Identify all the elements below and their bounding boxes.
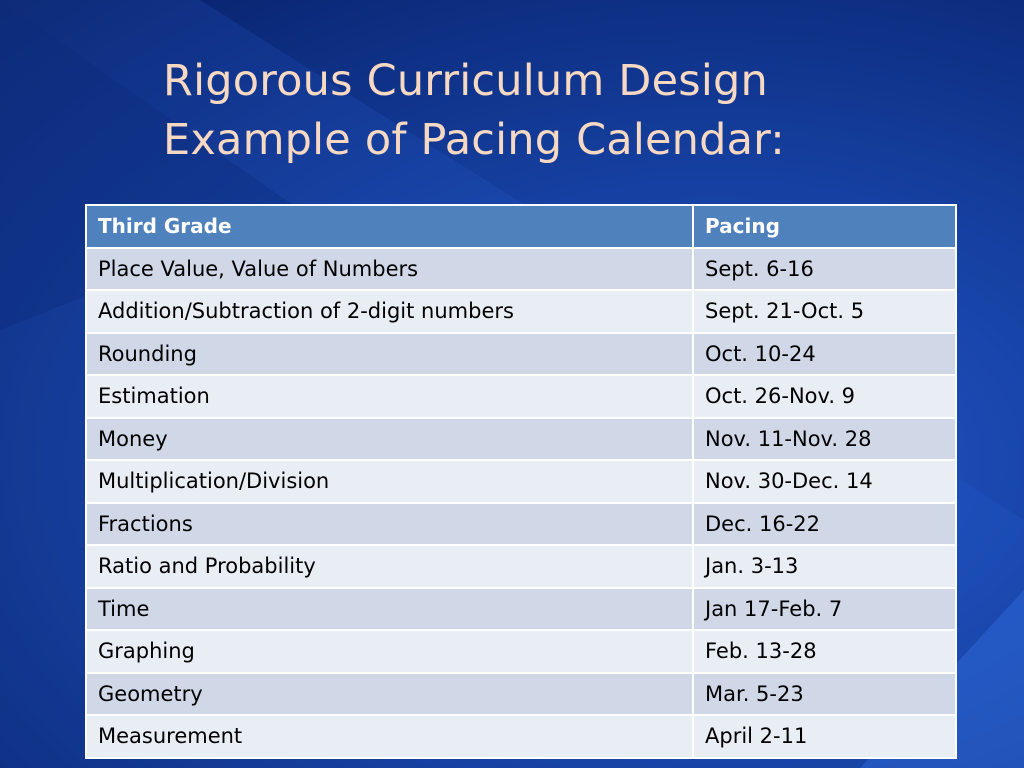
row-pacing: Jan. 3-13 (693, 545, 956, 588)
table-row (86, 630, 956, 673)
row-pacing: Oct. 26-Nov. 9 (693, 375, 956, 418)
row-topic: Rounding (86, 333, 693, 376)
row-topic: Ratio and Probability (86, 545, 693, 588)
row-topic: Place Value, Value of Numbers (86, 248, 693, 291)
row-topic: Money (86, 418, 693, 461)
table-row (86, 375, 956, 418)
table-row (86, 333, 956, 376)
slide-title (163, 52, 1003, 170)
row-pacing: Sept. 21-Oct. 5 (693, 290, 956, 333)
row-topic: Multiplication/Division (86, 460, 693, 503)
table-row (86, 290, 956, 333)
pacing-calendar-table (85, 204, 957, 759)
row-pacing: Feb. 13-28 (693, 630, 956, 673)
header-third-grade: Third Grade (86, 205, 693, 248)
row-pacing: Jan 17-Feb. 7 (693, 588, 956, 631)
title-line-1: Rigorous Curriculum Design (163, 56, 768, 106)
table-row (86, 715, 956, 758)
table-row (86, 248, 956, 291)
row-pacing: Dec. 16-22 (693, 503, 956, 546)
row-topic: Graphing (86, 630, 693, 673)
row-topic: Measurement (86, 715, 693, 758)
title-line-2: Example of Pacing Calendar: (163, 115, 785, 165)
table-row (86, 545, 956, 588)
table-row (86, 418, 956, 461)
table-row (86, 588, 956, 631)
row-topic: Estimation (86, 375, 693, 418)
row-topic: Geometry (86, 673, 693, 716)
table-row (86, 460, 956, 503)
row-pacing: Mar. 5-23 (693, 673, 956, 716)
row-topic: Time (86, 588, 693, 631)
header-pacing: Pacing (693, 205, 956, 248)
row-pacing: Nov. 30-Dec. 14 (693, 460, 956, 503)
table-row (86, 673, 956, 716)
table-header-row (86, 205, 956, 248)
row-pacing: Sept. 6-16 (693, 248, 956, 291)
row-pacing: Nov. 11-Nov. 28 (693, 418, 956, 461)
row-topic: Addition/Subtraction of 2-digit numbers (86, 290, 693, 333)
row-pacing: April 2-11 (693, 715, 956, 758)
row-pacing: Oct. 10-24 (693, 333, 956, 376)
row-topic: Fractions (86, 503, 693, 546)
table-row (86, 503, 956, 546)
